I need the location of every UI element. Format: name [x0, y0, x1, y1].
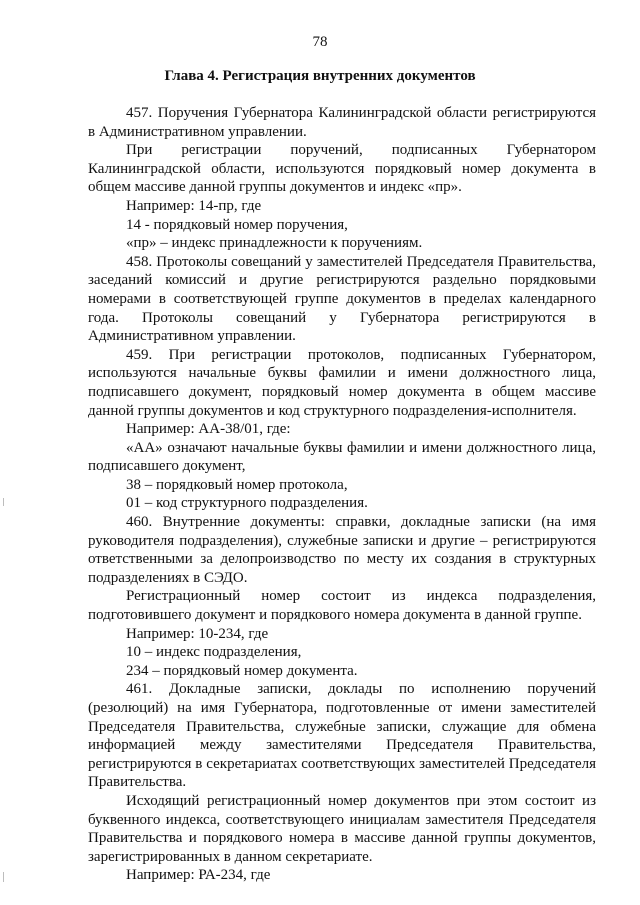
paragraph-460: 460. Внутренние документы: справки, докладные записки (на имя руководителя подразделения), служебные записки и другие – регистрируются ответственными за делопроизводство по месту их создания в структурных подразделениях в СЭДО. [88, 514, 596, 586]
paragraph: Регистрационный номер состоит из индекса подразделения, подготовившего документ и порядкового номера документа в данной группе. [88, 588, 596, 624]
paragraph: 234 – порядковый номер документа. [126, 662, 358, 679]
paragraph-example: Например: РА-234, где [126, 867, 271, 884]
paragraph-example: Например: 14-пр, где [126, 197, 262, 214]
paragraph-458: 458. Протоколы совещаний у заместителей Председателя Правительства, заседаний комиссий и другие регистрируются раздельно порядковыми номерами в соответствующей группе документов в пределах календарного года. Протоколы совещаний у Губернатора регистрируются в Административном управлении. [88, 253, 596, 345]
paragraph: 10 – индекс подразделения, [126, 644, 302, 661]
paragraph-457: 457. Поручения Губернатора Калининградской области регистрируются в Административном управлении. [88, 105, 596, 140]
chapter-title: Глава 4. Регистрация внутренних документов [164, 68, 476, 84]
paragraph-461: 461. Докладные записки, доклады по исполнению поручений (резолюций) на имя Губернатора, подготовленные от имени заместителей Председателя Правительства, служебные записки, служащие для обмена информацией между заместителями Председателя Правительства, регистрируются в секретариатах соответствующих заместителей Председателя Правительства. [88, 681, 596, 791]
page-number: 78 [312, 34, 328, 50]
paragraph-example: Например: АА-38/01, где: [126, 421, 291, 438]
paragraph-459: 459. При регистрации протоколов, подписанных Губернатором, используются начальные буквы фамилии и имени должностного лица, подписавшего документ, порядковый номер документа в общем массиве данной группы документов и код структурного подразделения-исполнителя. [88, 346, 596, 419]
paragraph: 14 - порядковый номер поручения, [126, 216, 348, 233]
paragraph: Исходящий регистрационный номер документов при этом состоит из буквенного индекса, соответствующего инициалам заместителя Председателя Правительства и порядкового номера в массиве данной группы документов, зарегистрированных в данном секретариате. [88, 792, 596, 865]
scan-edge-mark [3, 498, 4, 506]
document-body [88, 104, 596, 885]
paragraph: «АА» означают начальные буквы фамилии и имени должностного лица, подписавшего документ, [88, 439, 596, 475]
scan-edge-mark [3, 872, 4, 882]
paragraph: «пр» – индекс принадлежности к поручениям. [126, 235, 423, 252]
paragraph: 01 – код структурного подразделения. [126, 495, 368, 512]
paragraph-example: Например: 10-234, где [126, 625, 269, 642]
paragraph: При регистрации поручений, подписанных Губернатором Калининградской области, используются порядковый номер документа в общем массиве данной группы документов и индекс «пр». [88, 142, 596, 196]
paragraph: 38 – порядковый номер протокола, [126, 476, 348, 493]
